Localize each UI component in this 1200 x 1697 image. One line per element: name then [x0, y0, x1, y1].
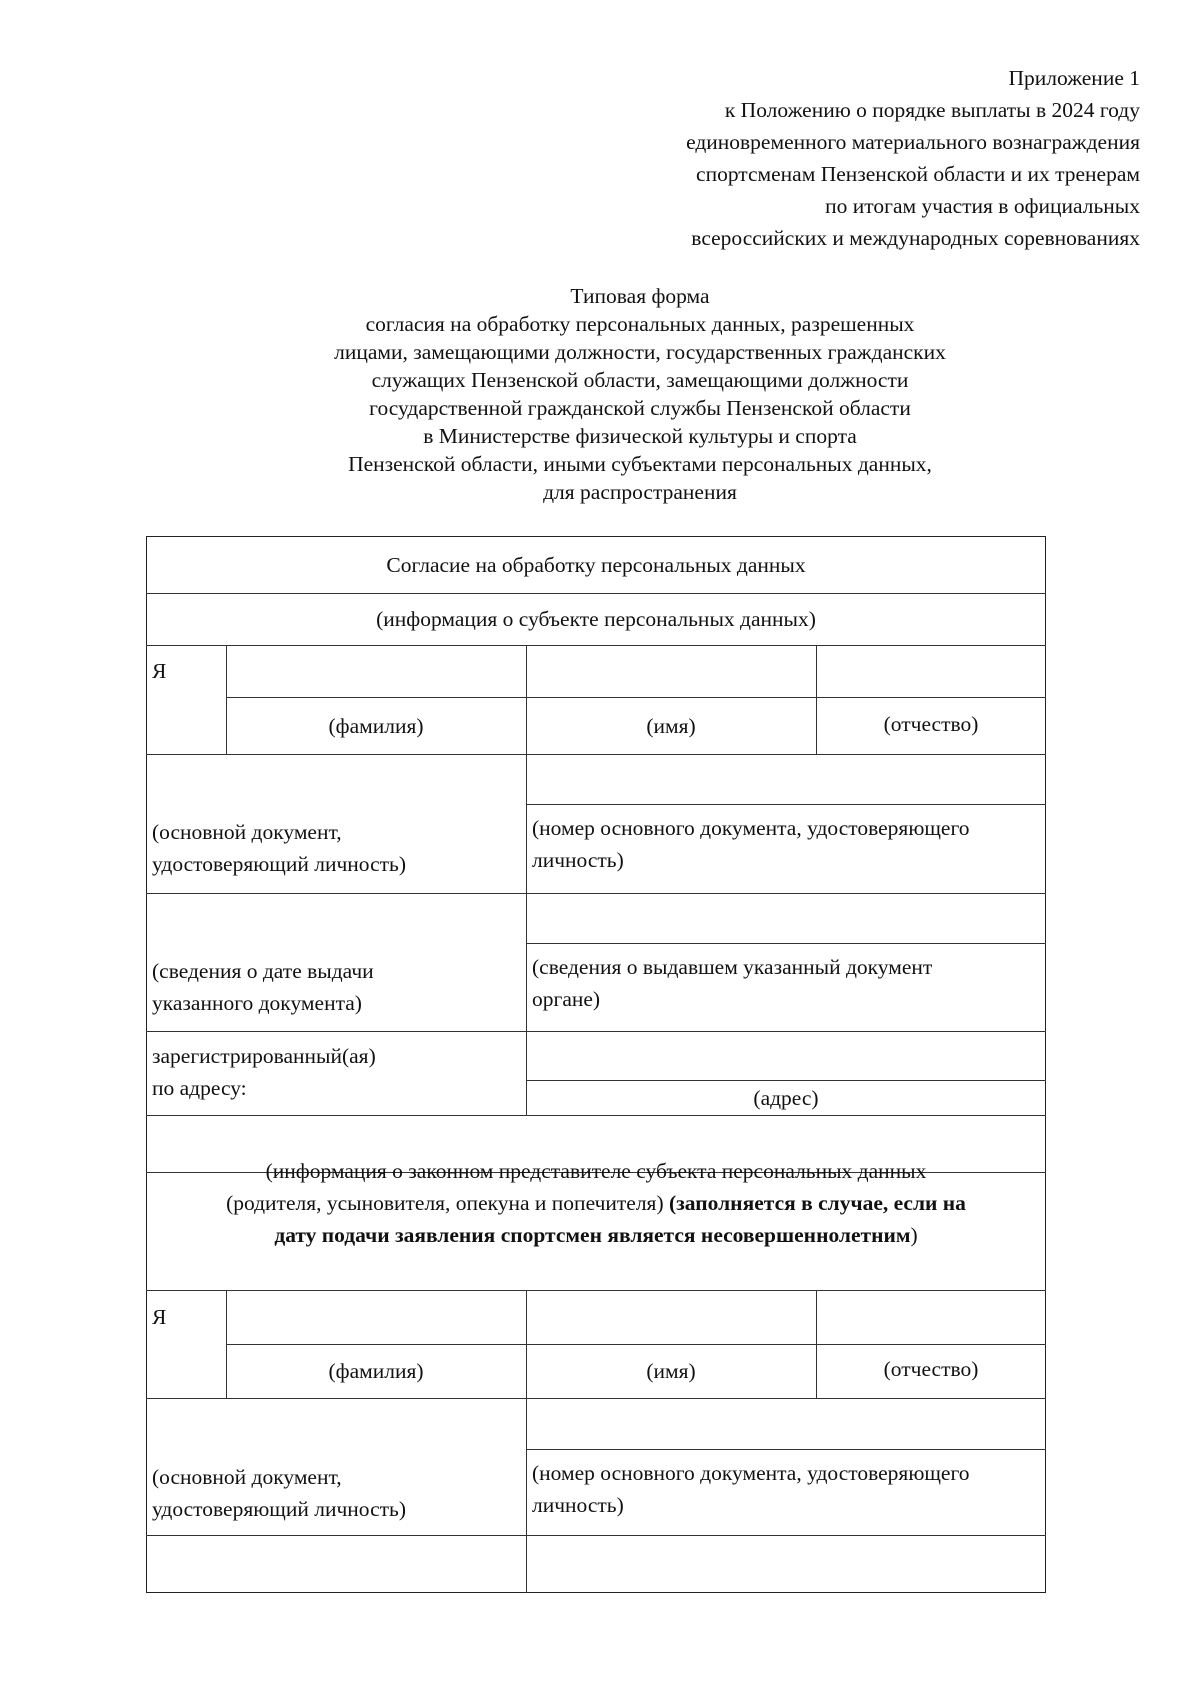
surname-label: (фамилия) — [328, 713, 424, 738]
rep-document-label-line: (основной документ, — [152, 1465, 342, 1489]
row-divider — [526, 943, 1046, 944]
form-header: Согласие на обработку персональных данных — [386, 552, 806, 577]
document-number-field[interactable] — [526, 754, 1046, 804]
registered-label — [146, 1040, 526, 1104]
registered-label-line: по адресу: — [152, 1076, 247, 1100]
appendix-line: всероссийских и международных соревнованиях — [691, 226, 1140, 250]
representative-line — [226, 1187, 966, 1219]
rep-document-field[interactable] — [146, 1398, 526, 1449]
appendix-line: к Положению о порядке выплаты в 2024 году — [724, 98, 1140, 122]
rep-document-number-label-line: (номер основного документа, удостоверяющего — [532, 1461, 970, 1485]
issue-date-label-line: (сведения о дате выдачи — [152, 959, 374, 983]
issue-date-label — [146, 955, 526, 1019]
title-line: Пензенской области, иными субъектами персональных данных, — [348, 452, 932, 476]
rep-patronymic-label: (отчество) — [883, 1357, 979, 1381]
issuer-label — [526, 951, 1046, 1015]
rep-name-label: (имя) — [646, 1359, 696, 1383]
document-title — [190, 282, 1090, 506]
appendix-line: по итогам участия в официальных — [825, 194, 1140, 218]
subject-section-title: (информация о субъекте персональных данных) — [376, 607, 816, 631]
address-label: (адрес) — [753, 1085, 819, 1110]
representative-line-bold: дату подачи заявления спортсмен является несовершеннолетним — [274, 1222, 911, 1247]
rep-issue-date-field[interactable] — [146, 1535, 526, 1593]
rep-name-field[interactable] — [526, 1290, 816, 1344]
issuer-field[interactable] — [526, 893, 1046, 943]
issue-date-label-line: указанного документа) — [152, 991, 362, 1015]
title-line: лицами, замещающими должности, государственных гражданских — [334, 340, 946, 364]
issue-date-field[interactable] — [146, 893, 526, 943]
title-line: для распространения — [543, 480, 737, 504]
rep-ya-label: Я — [152, 1305, 167, 1329]
rep-document-number-label-line: личность) — [532, 1493, 624, 1517]
rep-document-number-label — [526, 1457, 1046, 1521]
issuer-label-line: (сведения о выдавшем указанный документ — [532, 955, 933, 979]
rep-document-label — [146, 1461, 526, 1525]
title-line: Типовая форма — [570, 284, 710, 308]
rep-surname-field[interactable] — [226, 1290, 526, 1344]
appendix-line: единовременного материального вознаграждения — [686, 130, 1140, 154]
row-divider — [526, 1449, 1046, 1450]
document-field[interactable] — [146, 754, 526, 804]
appendix-line: спортсменам Пензенской области и их тренерам — [696, 162, 1140, 186]
title-line: государственной гражданской службы Пензенской области — [369, 396, 911, 420]
title-line: согласия на обработку персональных данных, разрешенных — [365, 312, 915, 336]
appendix-line: Приложение 1 — [1008, 66, 1140, 90]
document-label-line: удостоверяющий личность) — [152, 852, 406, 876]
rep-patronymic-field[interactable] — [816, 1290, 1046, 1344]
row-divider — [526, 804, 1046, 805]
address-field[interactable] — [526, 1031, 1046, 1080]
document-label-line: (основной документ, — [152, 820, 342, 844]
representative-line — [274, 1219, 917, 1251]
name-label: (имя) — [646, 713, 696, 738]
patronymic-label: (отчество) — [883, 711, 979, 736]
title-line: в Министерстве физической культуры и спорта — [423, 424, 857, 448]
rep-issuer-field[interactable] — [526, 1535, 1046, 1593]
document-number-label-line: (номер основного документа, удостоверяющего — [532, 816, 970, 840]
document-number-label — [526, 812, 1046, 876]
representative-line-bold: (заполняется в случае, если на — [669, 1190, 966, 1215]
registered-label-line: зарегистрированный(ая) — [152, 1044, 376, 1068]
appendix-header — [520, 62, 1140, 254]
rep-surname-label: (фамилия) — [328, 1359, 424, 1383]
representative-line-normal: (родителя, усыновителя, опекуна и попечителя) — [226, 1190, 664, 1215]
representative-line-end: ) — [910, 1222, 918, 1247]
ya-label: Я — [152, 659, 167, 683]
rep-document-number-field[interactable] — [526, 1398, 1046, 1449]
document-number-label-line: личность) — [532, 848, 624, 872]
patronymic-field[interactable] — [816, 645, 1046, 697]
document-label — [146, 816, 526, 880]
representative-line: (информация о законном представителе субъекта персональных данных — [265, 1158, 927, 1183]
rep-document-label-line: удостоверяющий личность) — [152, 1497, 406, 1521]
surname-field[interactable] — [226, 645, 526, 697]
name-field[interactable] — [526, 645, 816, 697]
representative-section-title — [146, 1115, 1046, 1290]
issuer-label-line: органе) — [532, 987, 601, 1011]
title-line: служащих Пензенской области, замещающими должности — [371, 368, 909, 392]
